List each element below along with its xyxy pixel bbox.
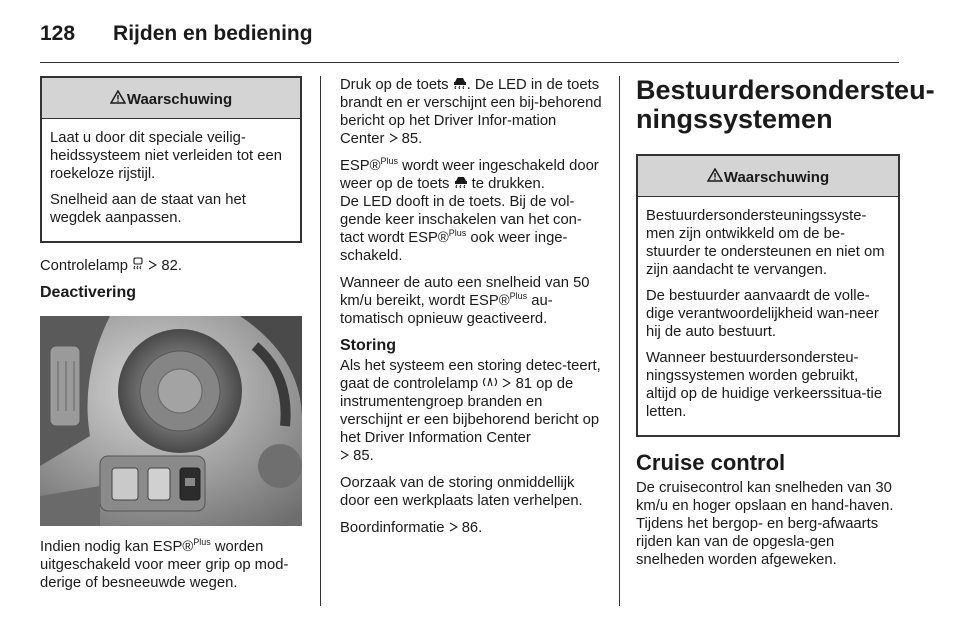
warning-text-1: Laat u door dit speciale veilig-heidssysteem niet verleiden tot een roekeloze rijstijl. [50,130,282,182]
deactivering-text [40,538,302,592]
page-header [40,18,313,50]
esp-label: ESP® [340,158,381,174]
esp-off-car-skid-icon [454,175,468,193]
column-3 [636,75,935,578]
para-boordinformatie [340,519,604,537]
warning-header [638,156,898,197]
para-reactivate-end: te drukken. [467,176,545,192]
controlelamp-label: Controlelamp [40,258,129,274]
boordinformatie-label: Boordinformatie [340,520,445,536]
controlelamp-line [40,257,302,275]
para-auto-post: au-tomatisch opnieuw geactiveerd. [340,293,553,327]
header-divider [40,62,899,63]
para-storing-pre: Als het systeem een storing detec-teert, gaat de controlelamp [340,358,601,392]
para-press-post: . De LED in de toets brandt en er verschijnt een bij-behorend bericht op het Driver Infor-mation Center [340,77,602,147]
para-storing [340,357,604,465]
deactivering-text-rest: worden uitgeschakeld voor meer grip op mod-derige of besneeuwde wegen. [40,539,289,591]
page-title: Rijden en bediening [113,22,313,45]
cruise-control-text: De cruisecontrol kan snelheden van 30 km/u en hoger opslaan en hand-haven. Tijdens het bergop- en berg-afwaarts rijden kan van de opgesla-gen snelheden worden afgeweken. [636,480,894,568]
warning-header [42,78,300,119]
cruise-control-heading: Cruise control [636,450,786,475]
para-workshop: Oorzaak van de storing onmiddellijk door een werkplaats laten verhelpen. [340,475,583,509]
column-1 [40,76,302,601]
para-press-button [340,76,604,148]
page-reference-arrow-icon [148,257,157,275]
warning-body [638,197,898,435]
para-storing-post: op de instrumentengroep branden en verschijnt er een bijbehorend bericht op het Driver Information Center [340,376,600,446]
column-2 [340,76,604,546]
page-reference-arrow-icon [340,447,349,465]
warning-text-3: Wanneer bestuurdersondersteu-ningssystemen worden gebruikt, altijd op de huidige verkeerssitua-tie letten. [646,350,883,420]
warning-box [40,76,302,243]
esp-malfunction-icon [482,375,498,393]
esp-plus-sup: Plus [193,537,211,548]
para-led-post: ook weer inge-schakeld. [340,230,568,264]
warning-triangle-icon [110,90,126,108]
deactivering-heading: Deactivering [40,284,137,301]
para-auto-pre: Wanneer de auto een snelheid van 50 km/u bereikt, wordt ESP® [340,275,590,309]
para-reactivate-mid: wordt weer ingeschakeld door weer op de toets [340,158,599,192]
page-ref-86[interactable]: 86. [461,520,483,536]
warning-text-1: Bestuurdersondersteuningssyste-men zijn ontwikkeld om de be-stuurder te ondersteunen en niet om zijn aandacht te vervangen. [646,208,885,278]
page-ref-85[interactable]: 85. [353,448,374,464]
warning-triangle-icon [707,168,723,186]
warning-box [636,154,900,437]
page-reference-arrow-icon [449,519,458,537]
column-divider-1 [320,76,321,606]
page-ref-81[interactable]: 81 [515,376,533,392]
esp-off-car-skid-icon [453,76,467,94]
warning-title: Waarschuwing [723,169,830,186]
storing-heading: Storing [340,337,396,354]
page-number: 128 [40,22,76,45]
warning-body [42,119,300,241]
warning-text-2: De bestuurder aanvaardt de volle-dige verantwoordelijkheid wan-neer hij de auto bestuurt. [646,288,879,340]
para-press-pre: Druk op de toets [340,77,449,93]
controlelamp-ref[interactable]: 82. [161,258,182,274]
esp-plus-sup: Plus [509,291,528,302]
column-divider-2 [619,76,620,606]
driver-assist-heading: Bestuurdersondersteu-ningssystemen [636,75,935,134]
warning-title: Waarschuwing [126,91,233,108]
esp-label: Indien nodig kan ESP® [40,539,194,555]
esp-plus-sup: Plus [380,156,399,167]
para-led-text: De LED dooft in de toets. Bij de vol-gende keer inschakelen van het con-tact wordt ESP® [340,194,582,246]
esp-off-button-photo [40,316,302,526]
page-reference-arrow-icon [389,130,398,148]
para-auto-reactivate [340,274,604,328]
esp-plus-sup: Plus [448,228,467,239]
esp-off-car-skid-icon [132,257,144,275]
page-reference-arrow-icon [502,375,511,393]
page-ref-85[interactable]: 85. [401,131,423,147]
warning-text-2: Snelheid aan de staat van het wegdek aanpassen. [50,192,246,226]
para-reactivate [340,157,604,265]
